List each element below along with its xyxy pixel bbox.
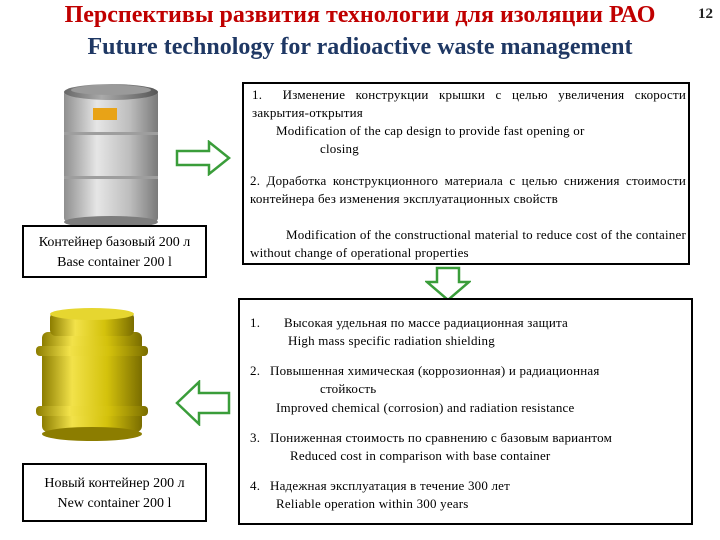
base-caption-en: Base container 200 l xyxy=(57,255,172,270)
improvement-1-ru: Изменение конструкции крышки с целью увеличения скорости закрытия-открытия xyxy=(252,87,686,120)
slide-title-ru: Перспективы развития технологии для изоляции РАО xyxy=(64,2,656,28)
new-caption-ru: Новый контейнер 200 л xyxy=(44,476,185,491)
new-container-caption xyxy=(22,463,207,522)
result-1-en: High mass specific radiation shielding xyxy=(288,333,495,348)
result-4-en: Reliable operation within 300 years xyxy=(276,496,469,511)
new-caption-en: New container 200 l xyxy=(57,496,172,511)
results-box xyxy=(238,298,693,525)
improvement-2-ru: Доработка конструкционного материала с целью снижения стоимости контейнера без изменения эксплуатационных свойств xyxy=(250,173,686,206)
arrow-left-icon xyxy=(175,380,231,426)
page-number: 12 xyxy=(698,6,713,22)
improvement-item-1 xyxy=(252,86,686,122)
arrow-down-icon xyxy=(425,266,471,302)
slide-title-en: Future technology for radioactive waste management xyxy=(87,34,633,60)
result-3-en: Reduced cost in comparison with base container xyxy=(290,448,551,463)
improvement-1-number: 1. xyxy=(252,87,263,102)
result-3-ru: Пониженная стоимость по сравнению с базовым вариантом xyxy=(270,430,613,445)
base-container-image xyxy=(56,80,166,230)
result-1-ru: Высокая удельная по массе радиационная защита xyxy=(284,315,568,330)
improvement-2-en: Modification of the constructional material to reduce cost of the container without change of operational properties xyxy=(250,227,686,260)
new-container-image xyxy=(32,306,152,448)
base-container-caption xyxy=(22,225,207,278)
result-2-ru-line2: стойкость xyxy=(320,381,377,396)
result-2-ru-line1: Повышенная химическая (коррозионная) и радиационная xyxy=(270,363,600,378)
arrow-right-icon xyxy=(175,140,231,176)
improvements-box xyxy=(242,82,690,265)
result-3-number: 3. xyxy=(250,430,261,445)
result-1-number: 1. xyxy=(250,315,261,330)
improvement-item-2 xyxy=(250,172,686,208)
result-2-number: 2. xyxy=(250,363,261,378)
result-2-en: Improved chemical (corrosion) and radiation resistance xyxy=(276,400,575,415)
warning-label-icon xyxy=(93,108,117,120)
base-caption-ru: Контейнер базовый 200 л xyxy=(38,235,191,250)
result-4-number: 4. xyxy=(250,478,261,493)
improvement-1-en: Modification of the cap design to provide fast opening or closing xyxy=(276,123,585,156)
improvement-2-number: 2. xyxy=(250,173,261,188)
result-4-ru: Надежная эксплуатация в течение 300 лет xyxy=(270,478,511,493)
